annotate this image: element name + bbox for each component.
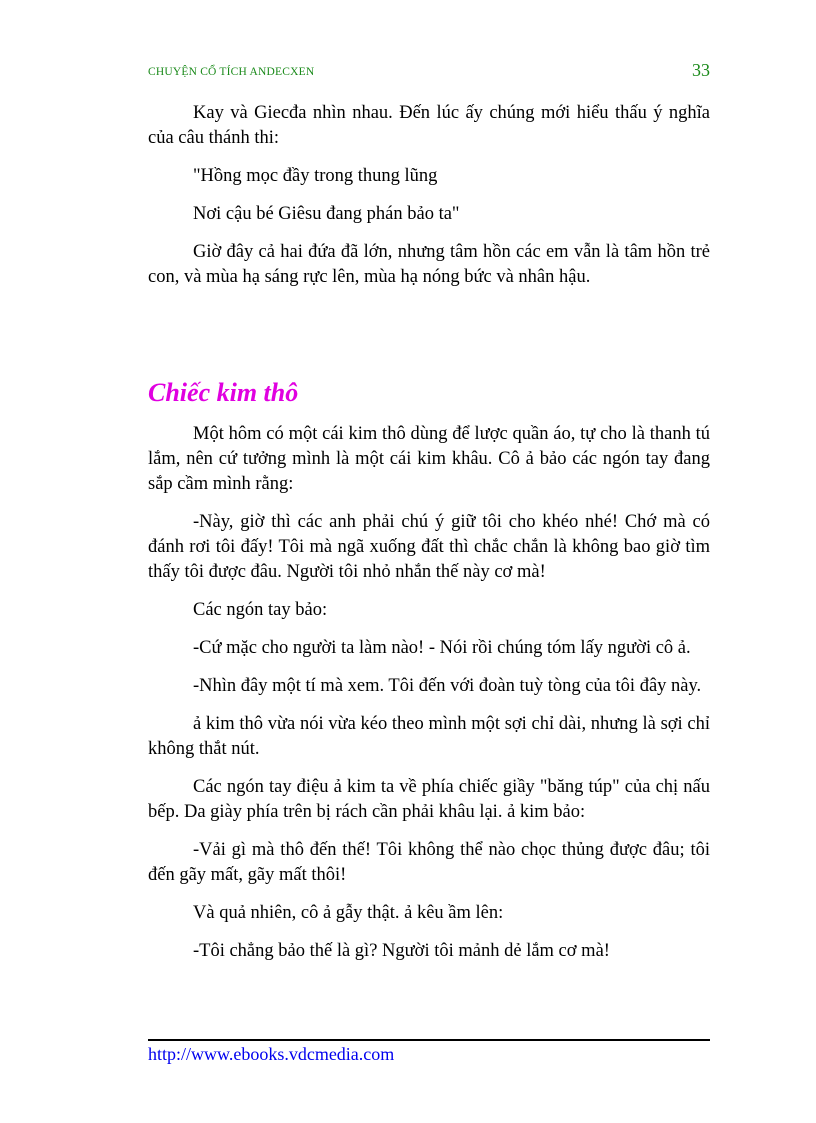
paragraph: Các ngón tay điệu ả kim ta về phía chiếc giầy "băng túp" của chị nấu bếp. Da giày phía trên bị rách cần phải khâu lại. ả kim bảo: — [148, 777, 710, 822]
paragraph: -Nhìn đây một tí mà xem. Tôi đến với đoàn tuỳ tòng của tôi đây này. — [193, 676, 702, 696]
paragraph: -Này, giờ thì các anh phải chú ý giữ tôi cho khéo nhé! Chớ mà có đánh rơi tôi đấy! Tôi mà ngã xuống đất thì chắc chắn là không bao giờ tìm thấy tôi được đâu. Người tôi nhỏ nhắn thế này cơ mà! — [148, 512, 710, 582]
paragraph: -Vải gì mà thô đến thế! Tôi không thể nào chọc thủng được đâu; tôi đến gãy mất, gãy mất thôi! — [148, 840, 710, 885]
paragraph: -Cứ mặc cho người ta làm nào! - Nói rồi chúng tóm lấy người cô ả. — [193, 638, 691, 658]
page-header — [148, 62, 710, 84]
paragraph: ả kim thô vừa nói vừa kéo theo mình một sợi chỉ dài, nhưng là sợi chỉ không thắt nút. — [148, 714, 710, 759]
paragraph: Các ngón tay bảo: — [193, 600, 328, 620]
paragraph: Một hôm có một cái kim thô dùng để lược quần áo, tự cho là thanh tú lắm, nên cứ tưởng mình là một cái kim khâu. Cô ả bảo các ngón tay đang sắp cầm mình rằng: — [148, 424, 710, 494]
chapter-title: Chiếc kim thô — [148, 378, 299, 407]
page-body — [148, 101, 710, 977]
section-spacer — [148, 303, 710, 377]
page-number: 33 — [692, 60, 710, 80]
paragraph: Kay và Giecđa nhìn nhau. Đến lúc ấy chúng mới hiểu thấu ý nghĩa của câu thánh thi: — [148, 103, 710, 148]
footer-url-link[interactable]: http://www.ebooks.vdcmedia.com — [148, 1044, 395, 1064]
paragraph: Và quả nhiên, cô ả gẫy thật. ả kêu ầm lên: — [193, 903, 504, 923]
verse-line: "Hồng mọc đầy trong thung lũng — [193, 166, 438, 186]
verse-line: Nơi cậu bé Giêsu đang phán bảo ta" — [193, 204, 460, 224]
footer-divider — [148, 1039, 710, 1041]
running-header-title: CHUYỆN CỔ TÍCH ANDECXEN — [148, 66, 315, 78]
paragraph: -Tôi chẳng bảo thế là gì? Người tôi mảnh dẻ lắm cơ mà! — [193, 941, 610, 961]
paragraph: Giờ đây cả hai đứa đã lớn, nhưng tâm hồn các em vẫn là tâm hồn trẻ con, và mùa hạ sáng rực lên, mùa hạ nóng bức và nhân hậu. — [148, 242, 710, 287]
